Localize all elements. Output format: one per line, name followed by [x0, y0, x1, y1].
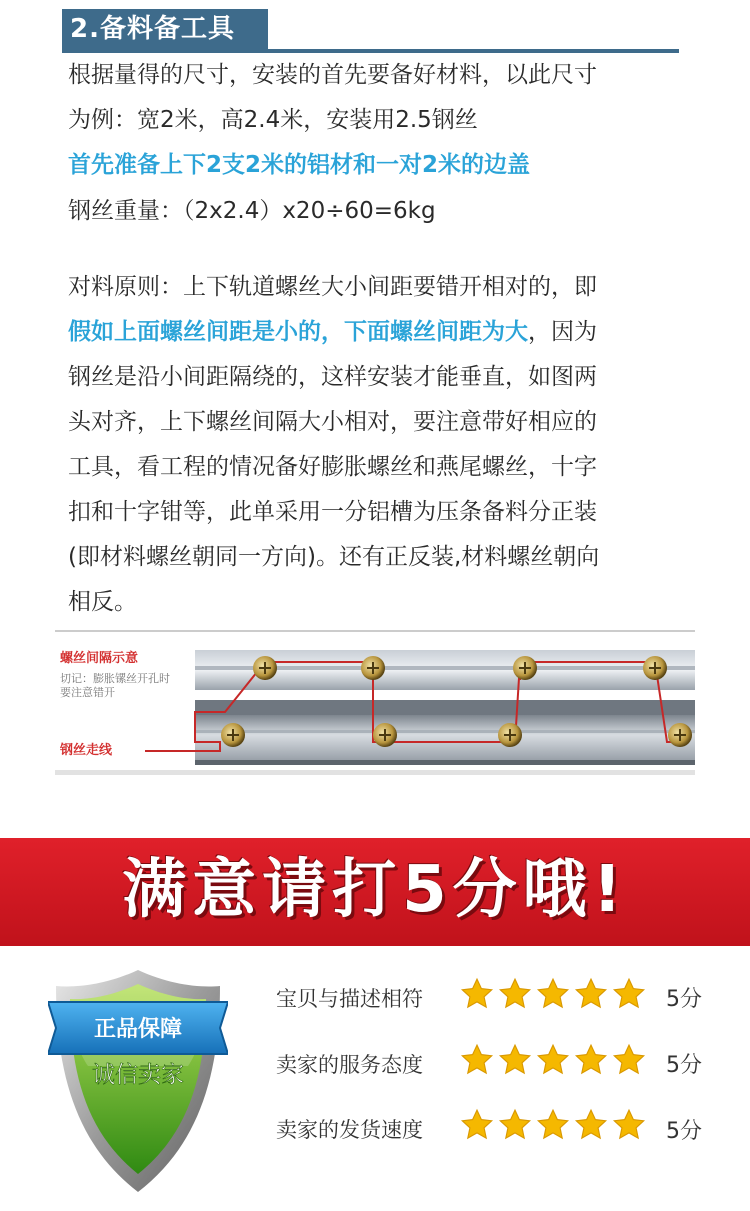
highlight-line: 首先准备上下2支2米的铝材和一对2米的边盖	[68, 152, 531, 178]
rating-score: 5分	[666, 1053, 702, 1078]
star-icon	[536, 977, 570, 1011]
text-fragment: ，因为	[528, 319, 597, 345]
star-icon	[612, 977, 646, 1011]
figure-label-note: 切记：膨胀镙丝开孔时	[60, 672, 170, 685]
star-icon	[460, 1043, 494, 1077]
star-icon	[574, 1043, 608, 1077]
text-line: 对料原则：上下轨道螺丝大小间距要错开相对的，即	[68, 274, 597, 300]
text-line: (即材料螺丝朝同一方向)。还有正反装,材料螺丝朝向	[68, 544, 600, 570]
screw-top-2	[361, 656, 385, 680]
text-line: 钢丝是沿小间距隔绕的，这样安装才能垂直，如图两	[68, 364, 597, 390]
shield-badge-icon	[48, 966, 228, 1196]
text-line: 工具，看工程的情况备好膨胀螺丝和燕尾螺丝，十字	[68, 454, 597, 480]
screw-bottom-2	[373, 723, 397, 747]
rating-score: 5分	[666, 1119, 702, 1144]
text-line: 头对齐，上下螺丝间隔大小相对，要注意带好相应的	[68, 409, 597, 435]
screw-spacing-photo	[55, 630, 695, 775]
star-icon	[498, 1108, 532, 1142]
screw-top-4	[643, 656, 667, 680]
star-icon	[612, 1043, 646, 1077]
screw-bottom-1	[221, 723, 245, 747]
rating-label: 卖家的服务态度	[276, 1053, 423, 1077]
text-line: 扣和十字钳等，此单采用一分铝槽为压条备料分正装	[68, 499, 597, 525]
rating-label: 卖家的发货速度	[276, 1118, 423, 1142]
star-icon	[612, 1108, 646, 1142]
badge-top-text: 正品保障	[93, 1017, 183, 1042]
text-line-mixed	[68, 317, 597, 347]
screw-bottom-3	[498, 723, 522, 747]
highlight-text: 假如上面螺丝间距是小的，下面螺丝间距为大	[68, 319, 528, 345]
figure-label-note: 要注意错开	[60, 686, 115, 699]
badge-bottom-text: 诚信卖家	[92, 1062, 184, 1088]
star-icon	[498, 977, 532, 1011]
screw-top-3	[513, 656, 537, 680]
text-line: 钢丝重量：（2x2.4）x20÷60=6kg	[68, 198, 436, 224]
star-icon	[536, 1043, 570, 1077]
text-line: 为例：宽2米，高2.4米，安装用2.5钢丝	[68, 107, 478, 133]
star-icon	[498, 1043, 532, 1077]
star-icon	[574, 1108, 608, 1142]
figure-label-wire: 钢丝走线	[60, 743, 113, 758]
rating-label: 宝贝与描述相符	[276, 987, 423, 1011]
screw-top-1	[253, 656, 277, 680]
rating-banner-text: 满意请打5分哦!	[122, 853, 628, 927]
section-underline	[62, 49, 679, 53]
star-icon	[574, 977, 608, 1011]
star-icon	[460, 977, 494, 1011]
text-line: 相反。	[68, 589, 137, 615]
text-line: 根据量得的尺寸，安装的首先要备好材料，以此尺寸	[68, 62, 597, 88]
star-icon	[536, 1108, 570, 1142]
star-icon	[460, 1108, 494, 1142]
screw-bottom-4	[668, 723, 692, 747]
section-title: 2.备料备工具	[70, 14, 235, 44]
figure-label-title: 螺丝间隔示意	[60, 651, 139, 666]
rating-score: 5分	[666, 987, 702, 1012]
